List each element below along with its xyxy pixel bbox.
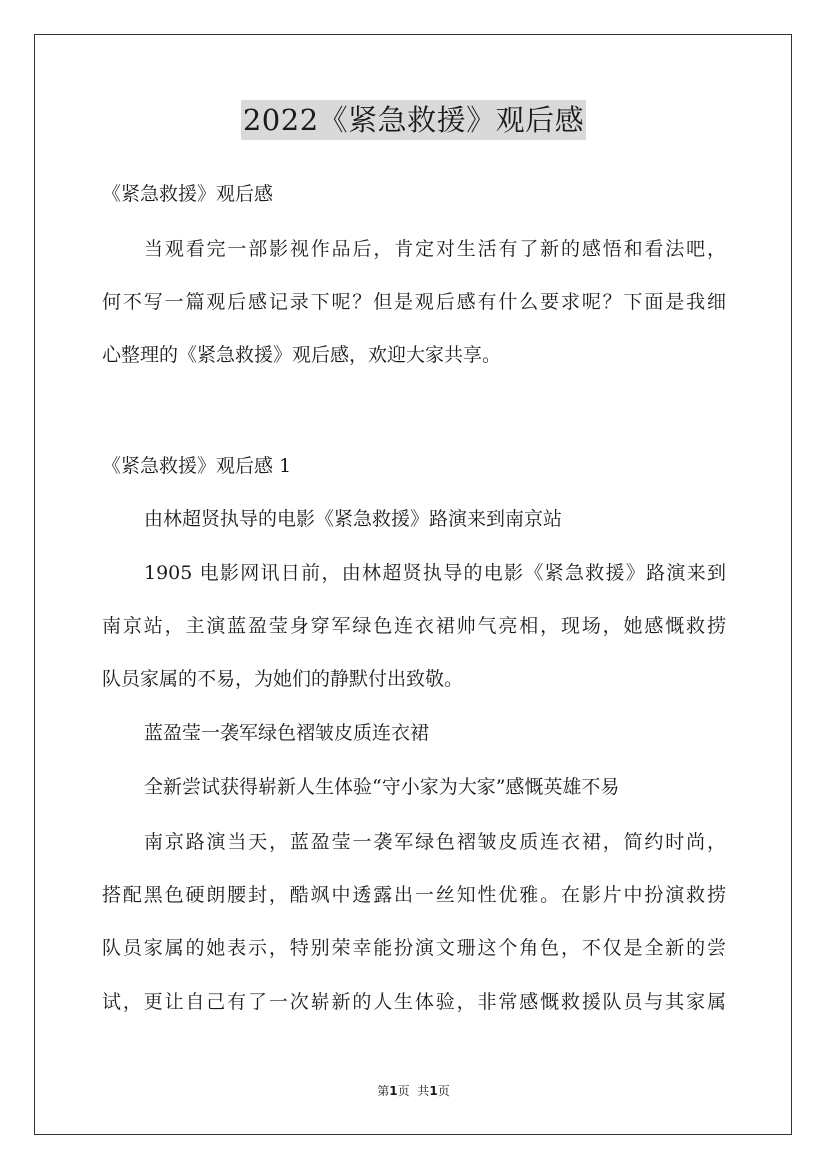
subtitle: 《紧急救援》观后感 — [102, 183, 274, 205]
page-total: 1 — [429, 1084, 438, 1098]
paragraph-5-line-4: 试，更让自己有了一次崭新的人生体验，非常感慨救援队员与其家属 — [102, 991, 726, 1013]
page-current: 1 — [389, 1084, 398, 1098]
section-heading: 《紧急救援》观后感 1 — [102, 455, 292, 477]
paragraph-5-line-1: 南京路演当天，蓝盈莹一袭军绿色褶皱皮质连衣裙，简约时尚， — [144, 831, 726, 853]
total-label: 页 — [437, 1084, 450, 1098]
page-footer — [0, 1083, 827, 1099]
paragraph-1: 由林超贤执导的电影《紧急救援》路演来到南京站 — [144, 508, 563, 530]
intro-line-3: 心整理的《紧急救援》观后感，欢迎大家共享。 — [102, 344, 502, 366]
paragraph-5-line-2: 搭配黑色硬朗腰封，酷飒中透露出一丝知性优雅。在影片中扮演救捞 — [102, 884, 726, 906]
paragraph-3: 蓝盈莹一袭军绿色褶皱皮质连衣裙 — [144, 722, 430, 744]
paragraph-2-line-2: 南京站，主演蓝盈莹身穿军绿色连衣裙帅气亮相，现场，她感慨救捞 — [102, 615, 726, 637]
paragraph-2-line-1: 1905 电影网讯日前，由林超贤执导的电影《紧急救援》路演来到 — [144, 562, 726, 584]
paragraph-2-line-3: 队员家属的不易，为她们的静默付出致敬。 — [102, 668, 464, 690]
document-title — [0, 100, 827, 140]
intro-line-2: 何不写一篇观后感记录下呢？但是观后感有什么要求呢？下面是我细 — [102, 291, 726, 313]
document-title-text: 2022《紧急救援》观后感 — [241, 100, 586, 140]
page-prefix: 第 — [377, 1084, 390, 1098]
total-prefix: 共 — [417, 1084, 430, 1098]
intro-line-1: 当观看完一部影视作品后，肯定对生活有了新的感悟和看法吧， — [144, 238, 726, 260]
paragraph-4: 全新尝试获得崭新人生体验“守小家为大家”感慨英雄不易 — [144, 776, 620, 798]
paragraph-5-line-3: 队员家属的她表示，特别荣幸能扮演文珊这个角色，不仅是全新的尝 — [102, 937, 726, 959]
page-label: 页 — [397, 1084, 410, 1098]
